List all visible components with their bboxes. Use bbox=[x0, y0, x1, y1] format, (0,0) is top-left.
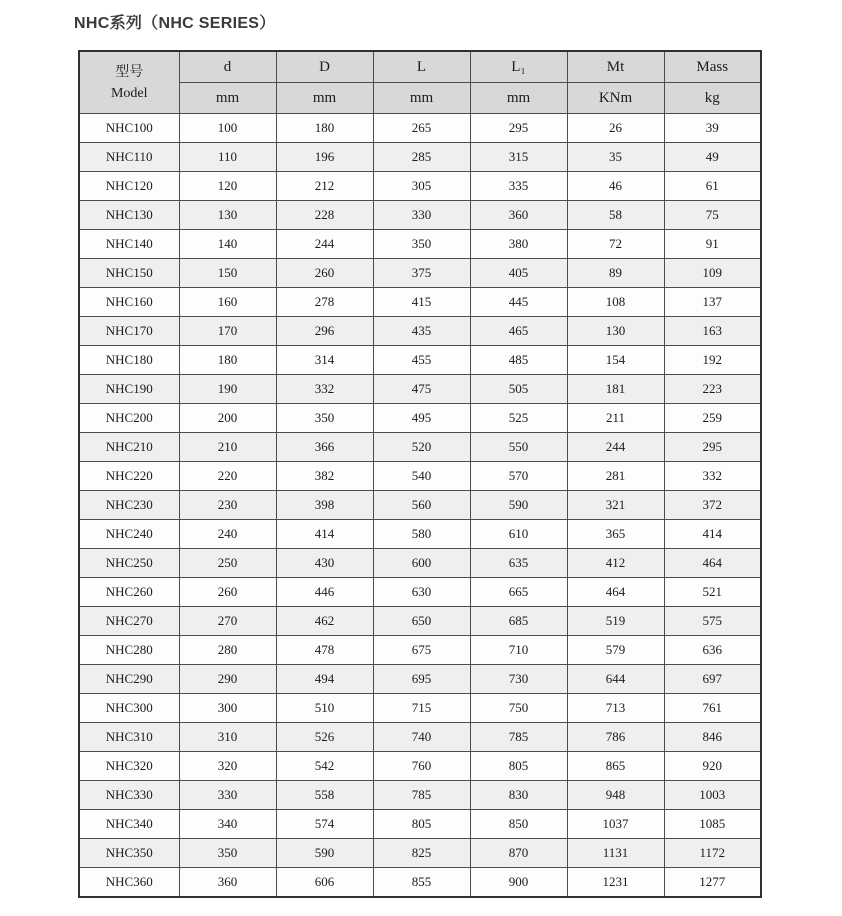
value-cell: 579 bbox=[567, 636, 664, 665]
table-row bbox=[79, 752, 761, 781]
value-cell: 761 bbox=[664, 694, 761, 723]
value-cell: 75 bbox=[664, 201, 761, 230]
value-cell: 505 bbox=[470, 375, 567, 404]
value-cell: 223 bbox=[664, 375, 761, 404]
page-title: NHC系列（NHC SERIES） bbox=[74, 15, 276, 32]
table-row bbox=[79, 172, 761, 201]
value-cell: 570 bbox=[470, 462, 567, 491]
value-cell: 39 bbox=[664, 114, 761, 143]
column-header-L1: L₁ bbox=[470, 51, 567, 83]
value-cell: 495 bbox=[373, 404, 470, 433]
value-cell: 305 bbox=[373, 172, 470, 201]
value-cell: 644 bbox=[567, 665, 664, 694]
column-header-D: D bbox=[276, 51, 373, 83]
value-cell: 430 bbox=[276, 549, 373, 578]
table-row bbox=[79, 694, 761, 723]
value-cell: 259 bbox=[664, 404, 761, 433]
value-cell: 900 bbox=[470, 868, 567, 898]
model-cell: NHC120 bbox=[79, 172, 179, 201]
value-cell: 72 bbox=[567, 230, 664, 259]
model-cell: NHC190 bbox=[79, 375, 179, 404]
value-cell: 1277 bbox=[664, 868, 761, 898]
value-cell: 550 bbox=[470, 433, 567, 462]
table-row bbox=[79, 549, 761, 578]
model-cell: NHC180 bbox=[79, 346, 179, 375]
table-row bbox=[79, 665, 761, 694]
value-cell: 360 bbox=[470, 201, 567, 230]
value-cell: 335 bbox=[470, 172, 567, 201]
value-cell: 228 bbox=[276, 201, 373, 230]
column-unit-d: mm bbox=[179, 83, 276, 114]
value-cell: 130 bbox=[567, 317, 664, 346]
value-cell: 540 bbox=[373, 462, 470, 491]
model-cell: NHC170 bbox=[79, 317, 179, 346]
value-cell: 675 bbox=[373, 636, 470, 665]
table-row bbox=[79, 346, 761, 375]
value-cell: 558 bbox=[276, 781, 373, 810]
value-cell: 750 bbox=[470, 694, 567, 723]
value-cell: 270 bbox=[179, 607, 276, 636]
value-cell: 375 bbox=[373, 259, 470, 288]
value-cell: 1003 bbox=[664, 781, 761, 810]
value-cell: 710 bbox=[470, 636, 567, 665]
value-cell: 332 bbox=[664, 462, 761, 491]
value-cell: 465 bbox=[470, 317, 567, 346]
model-cell: NHC200 bbox=[79, 404, 179, 433]
value-cell: 350 bbox=[179, 839, 276, 868]
value-cell: 26 bbox=[567, 114, 664, 143]
table-row bbox=[79, 520, 761, 549]
value-cell: 285 bbox=[373, 143, 470, 172]
header-name-row bbox=[79, 51, 761, 83]
value-cell: 244 bbox=[276, 230, 373, 259]
column-header-Mt: Mt bbox=[567, 51, 664, 83]
value-cell: 519 bbox=[567, 607, 664, 636]
value-cell: 560 bbox=[373, 491, 470, 520]
value-cell: 192 bbox=[664, 346, 761, 375]
value-cell: 295 bbox=[664, 433, 761, 462]
value-cell: 1037 bbox=[567, 810, 664, 839]
value-cell: 636 bbox=[664, 636, 761, 665]
value-cell: 190 bbox=[179, 375, 276, 404]
value-cell: 494 bbox=[276, 665, 373, 694]
value-cell: 310 bbox=[179, 723, 276, 752]
column-unit-L1: mm bbox=[470, 83, 567, 114]
value-cell: 181 bbox=[567, 375, 664, 404]
value-cell: 110 bbox=[179, 143, 276, 172]
value-cell: 170 bbox=[179, 317, 276, 346]
value-cell: 446 bbox=[276, 578, 373, 607]
value-cell: 278 bbox=[276, 288, 373, 317]
value-cell: 330 bbox=[179, 781, 276, 810]
model-cell: NHC340 bbox=[79, 810, 179, 839]
value-cell: 280 bbox=[179, 636, 276, 665]
table-row bbox=[79, 462, 761, 491]
model-cell: NHC360 bbox=[79, 868, 179, 898]
value-cell: 265 bbox=[373, 114, 470, 143]
value-cell: 320 bbox=[179, 752, 276, 781]
column-unit-Mass: kg bbox=[664, 83, 761, 114]
value-cell: 212 bbox=[276, 172, 373, 201]
model-cell: NHC350 bbox=[79, 839, 179, 868]
model-cell: NHC100 bbox=[79, 114, 179, 143]
table-row bbox=[79, 636, 761, 665]
table-row bbox=[79, 288, 761, 317]
table-row bbox=[79, 868, 761, 898]
table-row bbox=[79, 317, 761, 346]
table-header bbox=[79, 51, 761, 114]
value-cell: 870 bbox=[470, 839, 567, 868]
value-cell: 46 bbox=[567, 172, 664, 201]
value-cell: 695 bbox=[373, 665, 470, 694]
value-cell: 281 bbox=[567, 462, 664, 491]
value-cell: 575 bbox=[664, 607, 761, 636]
table-row bbox=[79, 259, 761, 288]
value-cell: 610 bbox=[470, 520, 567, 549]
value-cell: 786 bbox=[567, 723, 664, 752]
model-cell: NHC280 bbox=[79, 636, 179, 665]
value-cell: 366 bbox=[276, 433, 373, 462]
model-cell: NHC160 bbox=[79, 288, 179, 317]
value-cell: 244 bbox=[567, 433, 664, 462]
model-cell: NHC240 bbox=[79, 520, 179, 549]
value-cell: 785 bbox=[373, 781, 470, 810]
value-cell: 330 bbox=[373, 201, 470, 230]
value-cell: 520 bbox=[373, 433, 470, 462]
value-cell: 250 bbox=[179, 549, 276, 578]
value-cell: 485 bbox=[470, 346, 567, 375]
value-cell: 590 bbox=[470, 491, 567, 520]
value-cell: 650 bbox=[373, 607, 470, 636]
value-cell: 314 bbox=[276, 346, 373, 375]
column-header-d: d bbox=[179, 51, 276, 83]
value-cell: 455 bbox=[373, 346, 470, 375]
value-cell: 350 bbox=[276, 404, 373, 433]
model-header-en: Model bbox=[110, 85, 148, 101]
value-cell: 665 bbox=[470, 578, 567, 607]
model-cell: NHC220 bbox=[79, 462, 179, 491]
value-cell: 445 bbox=[470, 288, 567, 317]
value-cell: 296 bbox=[276, 317, 373, 346]
value-cell: 730 bbox=[470, 665, 567, 694]
column-header-model bbox=[79, 51, 179, 114]
value-cell: 740 bbox=[373, 723, 470, 752]
value-cell: 120 bbox=[179, 172, 276, 201]
value-cell: 230 bbox=[179, 491, 276, 520]
value-cell: 332 bbox=[276, 375, 373, 404]
value-cell: 140 bbox=[179, 230, 276, 259]
value-cell: 715 bbox=[373, 694, 470, 723]
value-cell: 160 bbox=[179, 288, 276, 317]
model-cell: NHC290 bbox=[79, 665, 179, 694]
table-row bbox=[79, 578, 761, 607]
value-cell: 163 bbox=[664, 317, 761, 346]
value-cell: 525 bbox=[470, 404, 567, 433]
value-cell: 211 bbox=[567, 404, 664, 433]
value-cell: 713 bbox=[567, 694, 664, 723]
table-row bbox=[79, 810, 761, 839]
value-cell: 108 bbox=[567, 288, 664, 317]
value-cell: 635 bbox=[470, 549, 567, 578]
model-cell: NHC270 bbox=[79, 607, 179, 636]
value-cell: 109 bbox=[664, 259, 761, 288]
value-cell: 920 bbox=[664, 752, 761, 781]
table-row bbox=[79, 781, 761, 810]
value-cell: 360 bbox=[179, 868, 276, 898]
table-row bbox=[79, 230, 761, 259]
value-cell: 240 bbox=[179, 520, 276, 549]
value-cell: 300 bbox=[179, 694, 276, 723]
model-header-zh: 型号 bbox=[115, 64, 144, 80]
value-cell: 521 bbox=[664, 578, 761, 607]
value-cell: 91 bbox=[664, 230, 761, 259]
value-cell: 606 bbox=[276, 868, 373, 898]
model-cell: NHC320 bbox=[79, 752, 179, 781]
value-cell: 154 bbox=[567, 346, 664, 375]
value-cell: 697 bbox=[664, 665, 761, 694]
value-cell: 340 bbox=[179, 810, 276, 839]
value-cell: 1131 bbox=[567, 839, 664, 868]
value-cell: 1085 bbox=[664, 810, 761, 839]
value-cell: 464 bbox=[664, 549, 761, 578]
value-cell: 414 bbox=[664, 520, 761, 549]
value-cell: 382 bbox=[276, 462, 373, 491]
value-cell: 574 bbox=[276, 810, 373, 839]
value-cell: 380 bbox=[470, 230, 567, 259]
table-row bbox=[79, 143, 761, 172]
value-cell: 372 bbox=[664, 491, 761, 520]
value-cell: 260 bbox=[179, 578, 276, 607]
table-row bbox=[79, 404, 761, 433]
value-cell: 805 bbox=[470, 752, 567, 781]
value-cell: 315 bbox=[470, 143, 567, 172]
value-cell: 805 bbox=[373, 810, 470, 839]
column-header-L: L bbox=[373, 51, 470, 83]
value-cell: 948 bbox=[567, 781, 664, 810]
model-cell: NHC230 bbox=[79, 491, 179, 520]
model-cell: NHC210 bbox=[79, 433, 179, 462]
value-cell: 526 bbox=[276, 723, 373, 752]
value-cell: 415 bbox=[373, 288, 470, 317]
table-row bbox=[79, 723, 761, 752]
value-cell: 685 bbox=[470, 607, 567, 636]
value-cell: 630 bbox=[373, 578, 470, 607]
value-cell: 200 bbox=[179, 404, 276, 433]
value-cell: 760 bbox=[373, 752, 470, 781]
value-cell: 290 bbox=[179, 665, 276, 694]
value-cell: 600 bbox=[373, 549, 470, 578]
column-unit-Mt: KNm bbox=[567, 83, 664, 114]
value-cell: 49 bbox=[664, 143, 761, 172]
column-unit-D: mm bbox=[276, 83, 373, 114]
value-cell: 462 bbox=[276, 607, 373, 636]
value-cell: 398 bbox=[276, 491, 373, 520]
value-cell: 260 bbox=[276, 259, 373, 288]
column-unit-L: mm bbox=[373, 83, 470, 114]
table-row bbox=[79, 607, 761, 636]
value-cell: 150 bbox=[179, 259, 276, 288]
value-cell: 464 bbox=[567, 578, 664, 607]
value-cell: 61 bbox=[664, 172, 761, 201]
model-cell: NHC260 bbox=[79, 578, 179, 607]
value-cell: 590 bbox=[276, 839, 373, 868]
value-cell: 350 bbox=[373, 230, 470, 259]
nhc-series-table bbox=[78, 50, 762, 898]
model-cell: NHC300 bbox=[79, 694, 179, 723]
value-cell: 180 bbox=[179, 346, 276, 375]
value-cell: 475 bbox=[373, 375, 470, 404]
value-cell: 196 bbox=[276, 143, 373, 172]
value-cell: 210 bbox=[179, 433, 276, 462]
value-cell: 478 bbox=[276, 636, 373, 665]
value-cell: 785 bbox=[470, 723, 567, 752]
value-cell: 435 bbox=[373, 317, 470, 346]
value-cell: 825 bbox=[373, 839, 470, 868]
value-cell: 580 bbox=[373, 520, 470, 549]
value-cell: 412 bbox=[567, 549, 664, 578]
column-header-Mass: Mass bbox=[664, 51, 761, 83]
value-cell: 100 bbox=[179, 114, 276, 143]
value-cell: 130 bbox=[179, 201, 276, 230]
value-cell: 35 bbox=[567, 143, 664, 172]
value-cell: 365 bbox=[567, 520, 664, 549]
model-cell: NHC130 bbox=[79, 201, 179, 230]
value-cell: 1231 bbox=[567, 868, 664, 898]
value-cell: 321 bbox=[567, 491, 664, 520]
header-unit-row bbox=[79, 83, 761, 114]
table-row bbox=[79, 839, 761, 868]
model-cell: NHC310 bbox=[79, 723, 179, 752]
model-cell: NHC330 bbox=[79, 781, 179, 810]
model-cell: NHC250 bbox=[79, 549, 179, 578]
value-cell: 295 bbox=[470, 114, 567, 143]
value-cell: 414 bbox=[276, 520, 373, 549]
value-cell: 58 bbox=[567, 201, 664, 230]
table-row bbox=[79, 433, 761, 462]
value-cell: 89 bbox=[567, 259, 664, 288]
value-cell: 180 bbox=[276, 114, 373, 143]
table-row bbox=[79, 491, 761, 520]
value-cell: 850 bbox=[470, 810, 567, 839]
table-row bbox=[79, 375, 761, 404]
table-row bbox=[79, 201, 761, 230]
value-cell: 865 bbox=[567, 752, 664, 781]
value-cell: 855 bbox=[373, 868, 470, 898]
model-cell: NHC150 bbox=[79, 259, 179, 288]
value-cell: 220 bbox=[179, 462, 276, 491]
value-cell: 510 bbox=[276, 694, 373, 723]
model-cell: NHC110 bbox=[79, 143, 179, 172]
value-cell: 137 bbox=[664, 288, 761, 317]
value-cell: 1172 bbox=[664, 839, 761, 868]
value-cell: 405 bbox=[470, 259, 567, 288]
table-body bbox=[79, 114, 761, 898]
value-cell: 846 bbox=[664, 723, 761, 752]
model-cell: NHC140 bbox=[79, 230, 179, 259]
value-cell: 542 bbox=[276, 752, 373, 781]
value-cell: 830 bbox=[470, 781, 567, 810]
table-row bbox=[79, 114, 761, 143]
